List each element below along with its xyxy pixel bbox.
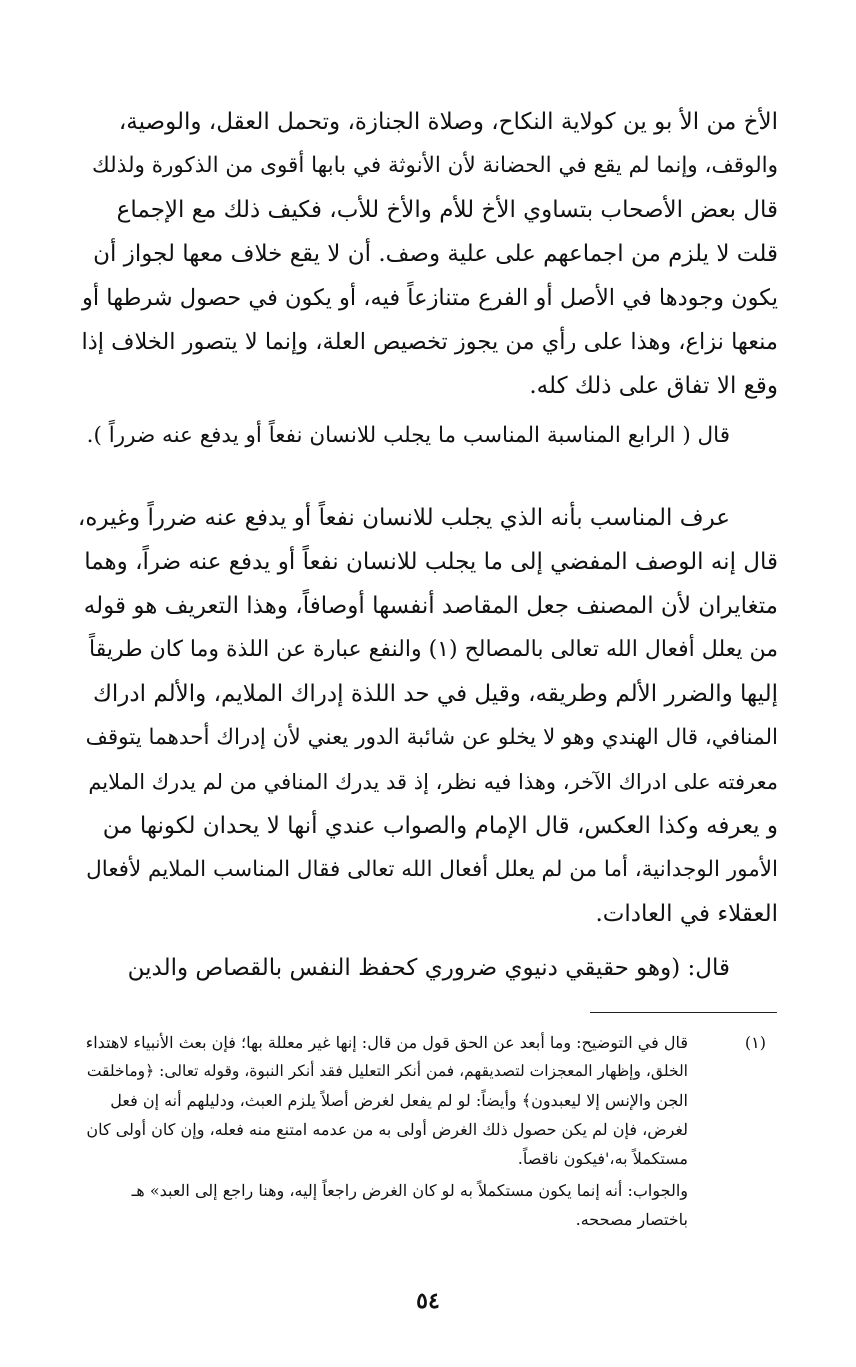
text-line: قال ( الرابع المناسبة المناسب ما يجلب للانسان نفعاً أو يدفع عنه ضرراً ).: [86, 423, 730, 448]
footnote-separator: [590, 1012, 777, 1013]
text-line: يكون وجودها في الأصل أو الفرع متنازعاً فيه، أو يكون في حصول شرطها أو: [81, 285, 778, 311]
footnote-line: باختصار مصححه.: [575, 1210, 688, 1229]
footnote-line: الجن والإنس إلا ليعبدون﴾ وأيضاً: لو لم يفعل لغرض أصلاً يلزم العبث، ودليلهم أنه إن فعل: [110, 1091, 688, 1110]
footnote-line: قال في التوضيح: وما أبعد عن الحق قول من قال: إنها غير معللة بها؛ فإن بعث الأنبياء لاهتداء: [85, 1033, 688, 1052]
paragraph-1: [78, 100, 778, 408]
paragraph-3: [78, 496, 778, 936]
footnote-line: والجواب: أنه إنما يكون مستكملاً به لو كان الغرض راجعاً إليه، وهنا راجع إلى العبد» هـ: [131, 1181, 688, 1200]
footnote-marker: (١): [744, 1033, 766, 1052]
text-line: المنافي، قال الهندي وهو لا يخلو عن شائبة الدور يعني لأن إدراك أحدهما يتوقف: [85, 725, 778, 750]
text-line: منعها نزاع، وهذا على رأي من يجوز تخصيص العلة، وإنما لا يتصور الخلاف إذا: [81, 329, 778, 355]
quote-paragraph: [78, 414, 778, 458]
text-line: والوقف، وإنما لم يقع في الحضانة لأن الأنوثة في بابها أقوى من الذكورة ولذلك: [92, 153, 778, 178]
text-line: من يعلل أفعال الله تعالى بالمصالح (١) والنفع عبارة عن اللذة وما كان طريقاً: [89, 637, 778, 662]
page-number: ٥٤: [416, 1288, 440, 1314]
footnote-answer: [78, 1176, 688, 1234]
text-line: قال بعض الأصحاب بتساوي الأخ للأم والأخ للأب، فكيف ذلك مع الإجماع: [116, 197, 778, 223]
footnote-line: مستكملاً به،'فيكون ناقصاً.: [517, 1149, 688, 1168]
footnote-line: الخلق، وإظهار المعجزات لتصديقهم، فمن أنكر التعليل فقد أنكر النبوة، وقوله تعالى: ﴿وماخلقت: [86, 1062, 688, 1080]
text-line: قال: (وهو حقيقي دنيوي ضروري كحفظ النفس بالقصاص والدين: [127, 955, 730, 981]
text-line: قلت لا يلزم من اجماعهم على علية وصف. أن لا يقع خلاف معها لجواز أن: [93, 241, 778, 267]
quote-paragraph-continued: [78, 946, 778, 990]
text-line: الأخ من الأ بو ين كولاية النكاح، وصلاة الجنازة، وتحمل العقل، والوصية،: [118, 109, 778, 135]
text-line: وقع الا تفاق على ذلك كله.: [529, 373, 778, 399]
text-line: متغايران لأن المصنف جعل المقاصد أنفسها أوصافاً، وهذا التعريف هو قوله: [83, 593, 778, 619]
text-line: العقلاء في العادات.: [595, 901, 778, 927]
footnote-1: [78, 1028, 688, 1173]
text-line: عرف المناسب بأنه الذي يجلب للانسان نفعاً أو يدفع عنه ضرراً وغيره،: [77, 505, 730, 531]
text-line: معرفته على ادراك الآخر، وهذا فيه نظر، إذ قد يدرك المنافي من لم يدرك الملايم: [88, 770, 778, 794]
text-line: و يعرفه وكذا العكس، قال الإمام والصواب عندي أنها لا يحدان لكونها من: [102, 813, 778, 839]
text-line: الأمور الوجدانية، أما من لم يعلل أفعال الله تعالى فقال المناسب الملايم لأفعال: [86, 857, 778, 882]
footnote-line: لغرض، فإن لم يكن حصول ذلك الغرض أولى به من عدمه امتنع منه فعله، وإن كان أولى كان: [86, 1120, 688, 1139]
text-line: إليها والضرر الألم وطريقه، وقيل في حد اللذة إدراك الملايم، والألم ادراك: [92, 681, 778, 707]
text-line: قال إنه الوصف المفضي إلى ما يجلب للانسان نفعاً أو يدفع عنه ضراً، وهما: [84, 549, 778, 575]
